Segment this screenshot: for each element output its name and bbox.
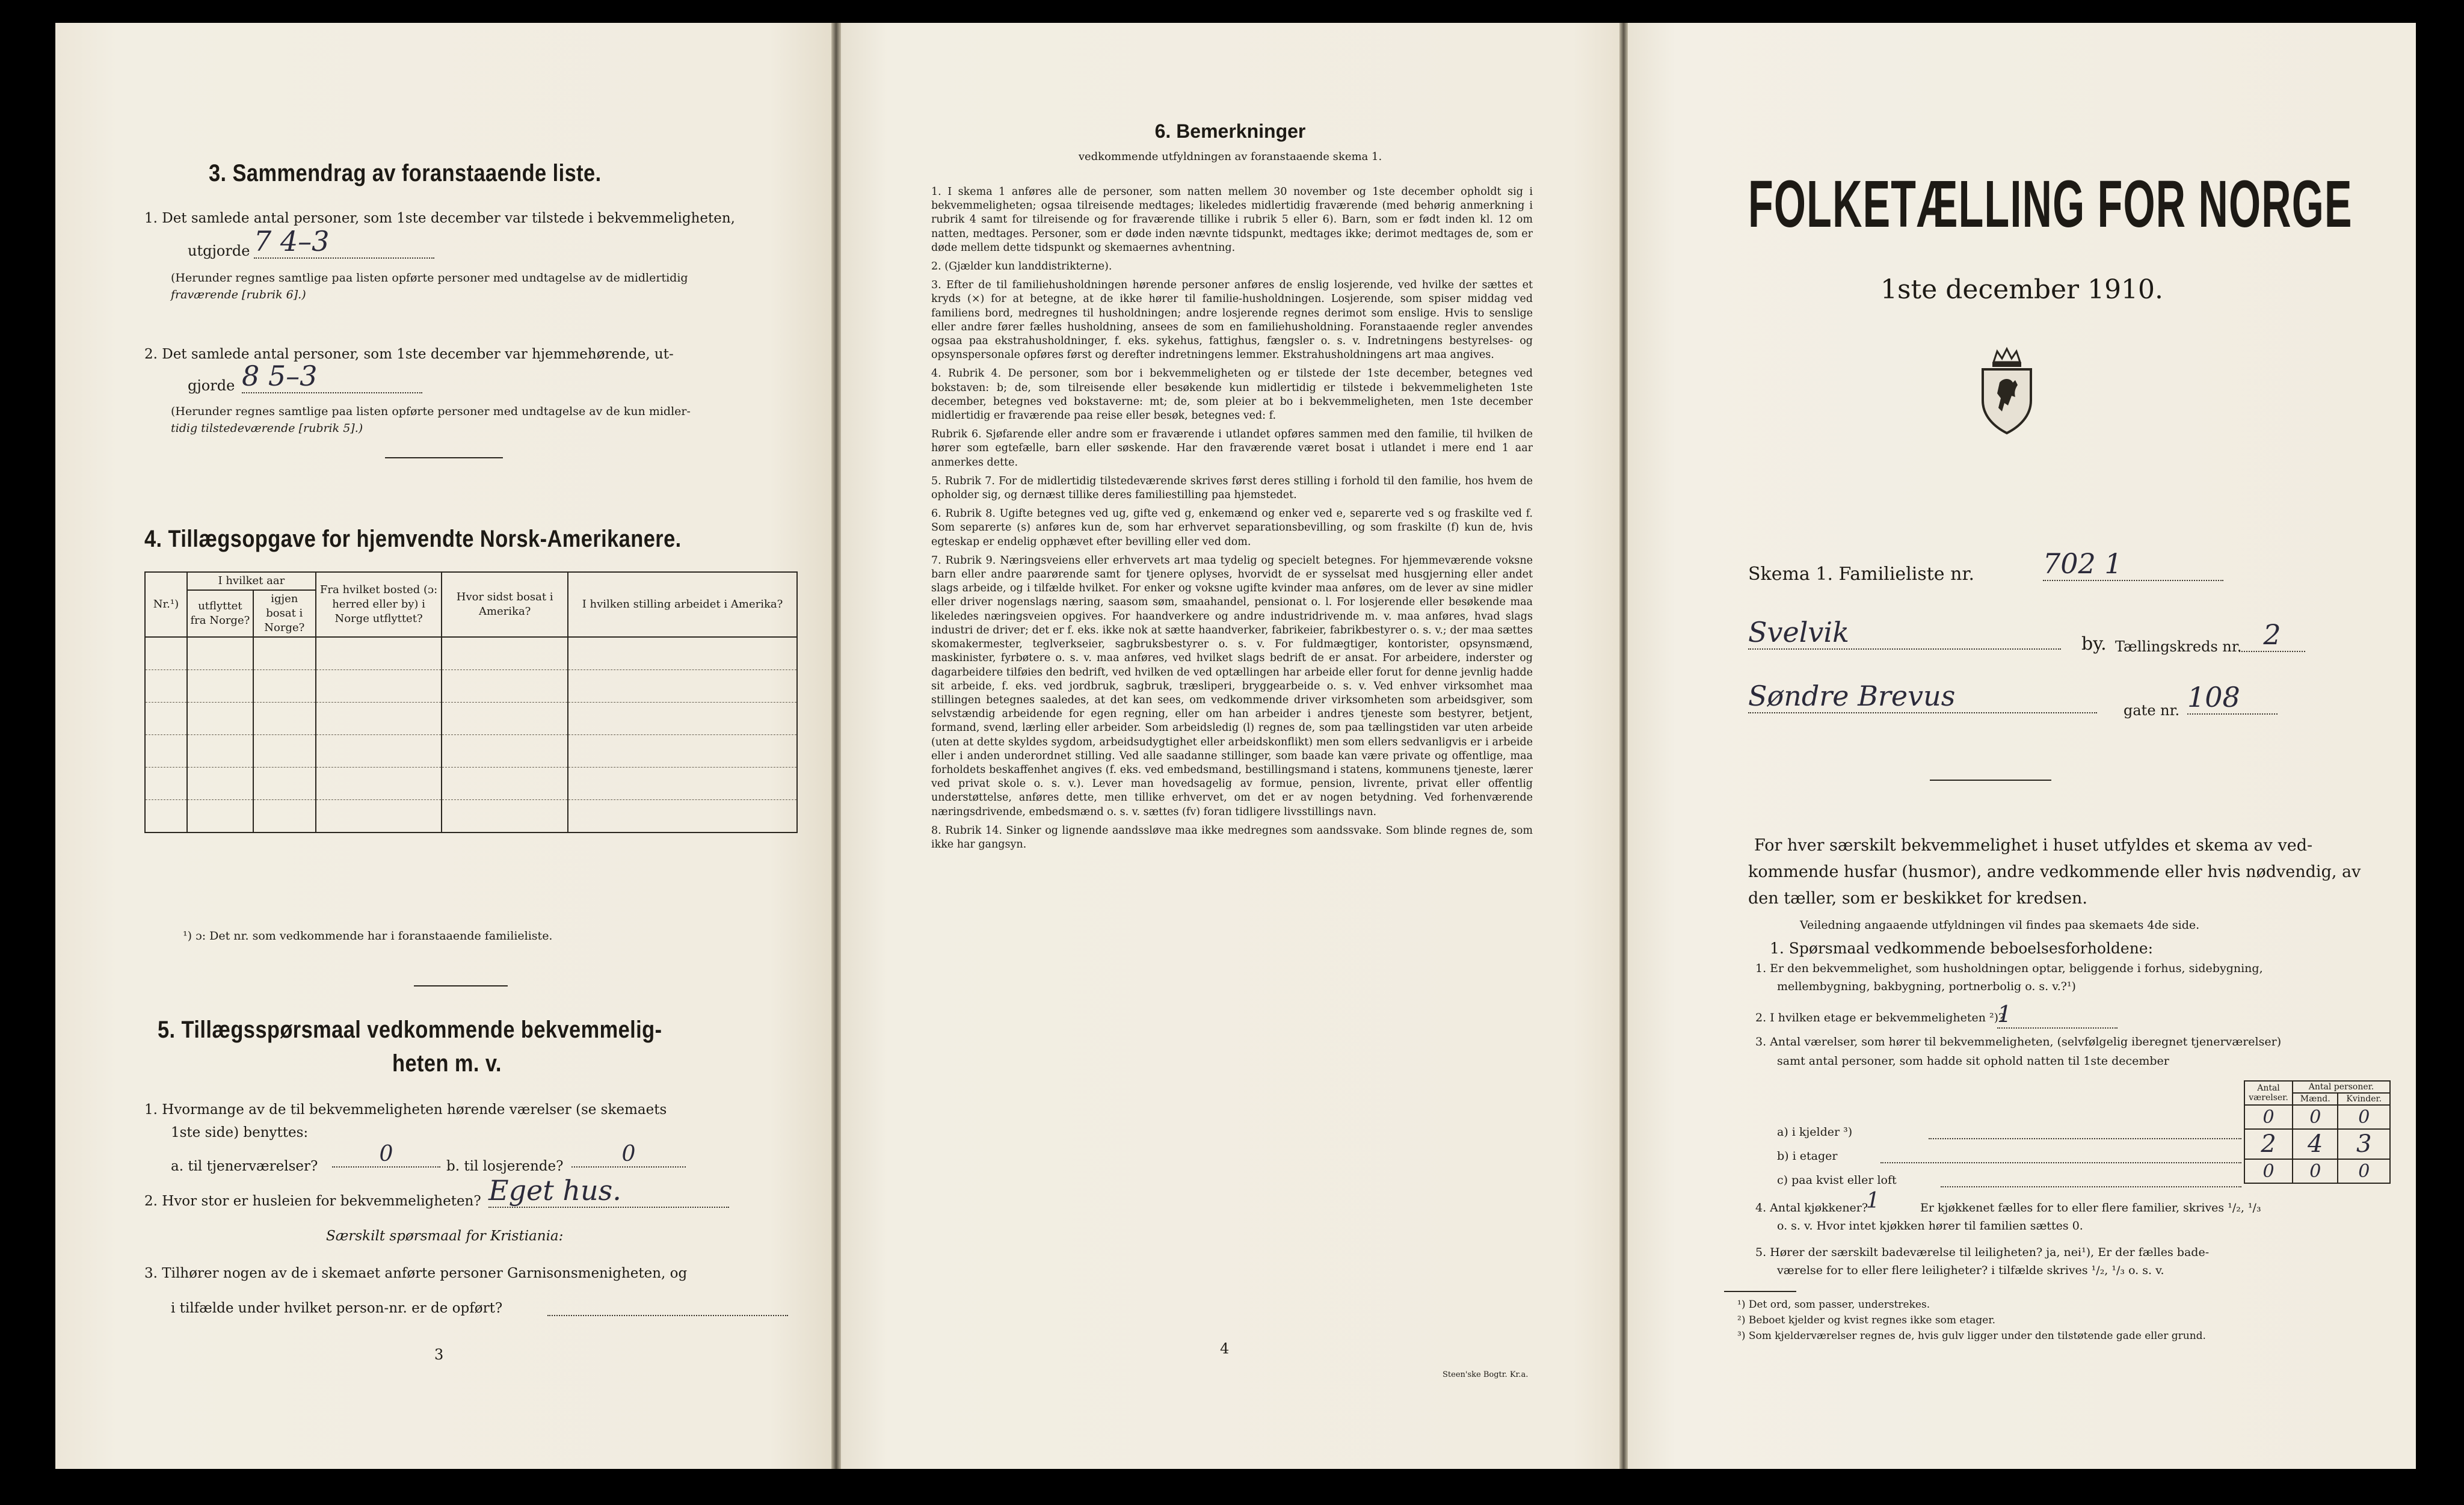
sec5-kristiania-note: Særskilt spørsmaal for Kristiania: bbox=[326, 1228, 564, 1244]
remark-paragraph: 7. Rubrik 9. Næringsveiens eller erhvervets art maa tydelig og specielt betegnes. For hjemmeværende voksne barn eller andre paarørende samt for tjenere oplyses, hvorvidt de er sysselsat med husgjerning eller andet slags arbeide, og i tilfælde hvilket. For enker og voksne ugifte kvinder maa anføres, om de lever av sine midler eller driver nogenslags næring, saasom søm, smaahandel, pensionat o. l. For losjerende eller besøkende maa likeledes næringsveien opgives. For haandverkere og andre industridrivende m. v. maa anføres, hvad slags industri de driver; det er f. eks. ikke nok at sætte haandverker, fabrikeier, fabrikbestyrer o. s. v.; der maa sættes skomakermester, teglverkseier, sagbruksbestyrer o. s. v. For fuldmægtiger, kontorister, opsynsmænd, maskinister, fyrbøtere o. s. v. maa anføres, ved hvilket slags bedrift de er ansat. For arbeidere, inderster og dagarbeidere tilføies den bedrift, ved hvilken de ved optællingen har arbeide eller forut for denne jevnlig hadde sit arbeide, f. eks. ved jordbruk, sagbruk, træsliperi, bryggearbeide o. s. v. Ved enhver virksomhet maa stillingen betegnes saaledes, at det kan sees, om vedkommende driver virksomheten som arbeidsgiver, som selvstændig arbeidende for egen regning, eller om han arbeider i andres tjeneste som bestyrer, betjent, formand, svend, lærling eller arbeider. Som arbeidsledig (l) regnes de, som paa tællingstiden var uten arbeide (uten at dette skyldes sygdom, arbeidsudygtighet eller arbeidskonflikt) men som ellers sedvanligvis er i arbeide eller i anden underordnet stilling. Ved alle saadanne stillinger, som baade kan være private og offentlige, maa forholdets beskaffenhet angives (f. eks. ved embedsmand, bestillingsmand i statens, kommunens tjeneste, lærer ved privat skole o. s. v.). Lever man hovedsagelig av formue, pension, livrente, privat eller offentlig understøttelse, anføres dette, men tillike erhvervet, om det er av nogen betydning. Ved forhenværende næringsdrivende, embedsmænd o. s. v. sættes (fv) foran tidligere livsstillings navn. bbox=[931, 554, 1533, 818]
q5-line2: værelse for to eller flere leiligheter? i tilfælde skrives ¹/₂, ¹/₃ o. s. v. bbox=[1777, 1264, 2164, 1277]
table-row bbox=[2244, 1159, 2390, 1183]
count-row-label: c) paa kvist eller loft bbox=[1777, 1174, 1897, 1187]
intro-line3: den tæller, som er beskikket for kredsen. bbox=[1748, 889, 2087, 908]
section-4-title: 4. Tillægsopgave for hjemvendte Norsk-Amerikanere. bbox=[144, 526, 682, 552]
cell-maend: 0 bbox=[2293, 1159, 2338, 1183]
leader-dots bbox=[1880, 1162, 2241, 1163]
kreds-label: Tællingskreds nr. bbox=[2115, 638, 2242, 655]
sec3-q2-handwritten: 8 5–3 bbox=[242, 360, 422, 393]
count-row-label: a) i kjelder ³) bbox=[1777, 1125, 1853, 1139]
gate-handwritten: Søndre Brevus bbox=[1748, 680, 2097, 713]
page-fold bbox=[831, 23, 841, 1469]
coat-of-arms-icon bbox=[1973, 345, 2040, 435]
cell-vaerelser: 0 bbox=[2244, 1159, 2293, 1183]
remark-paragraph: 3. Efter de til familiehusholdningen hørende personer anføres de enslig losjerende, ved hvilke der sættes et kryds (×) for at betegne, at de ikke hører til familie-husholdningen. Losjerende, som spiser middag ved familiens bord, medregnes til husholdningen; andre losjerende regnes derimot som enslige. Hvis to senslige eller andre fører fælles husholdning, ansees de som en familiehusholdning. Foranstaaende regler anvendes ogsaa paa ekstrahusholdninger, f. eks. sykehus, fattighus, fængsler o. s. v. Indretningens bestyrelses- og opsynspersonale opføres først og derefter indretningens lemmer. Ekstrahusholdningens art maa angives. bbox=[931, 279, 1533, 362]
section-3-title: 3. Sammendrag av foranstaaende liste. bbox=[209, 160, 602, 186]
q4-label: 4. Antal kjøkkener? bbox=[1755, 1201, 1868, 1214]
divider bbox=[1724, 1291, 1796, 1292]
intro-line1: For hver særskilt bekvemmelighet i huset utfyldes et skema av ved- bbox=[1754, 836, 2313, 855]
q1-line2: mellembygning, bakbygning, portnerbolig o. s. v.?¹) bbox=[1777, 980, 2076, 993]
census-title: FOLKETÆLLING FOR NORGE bbox=[1748, 167, 2353, 241]
col-maend: Mænd. bbox=[2293, 1093, 2338, 1105]
col-vaerelser: Antal værelser. bbox=[2244, 1081, 2293, 1105]
questions-heading: 1. Spørsmaal vedkommende beboelsesforholdene: bbox=[1770, 940, 2154, 957]
cell-kvinder: 0 bbox=[2338, 1159, 2390, 1183]
sec3-q1-note2: fraværende [rubrik 6].) bbox=[171, 288, 306, 301]
count-row-label: b) i etager bbox=[1777, 1150, 1838, 1163]
remark-paragraph: 1. I skema 1 anføres alle de personer, som natten mellem 30 november og 1ste december opholdt sig i bekvemmeligheten; ogsaa tilreisende medtages; likeledes midlertidig fraværende (med behørig anmerkning i rubrik 4 samt for tilreisende og for fraværende tillike i rubrik 5 eller 6). Barn, som er født inden kl. 12 om natten, medtages. Personer, som er døde inden nævnte tidspunkt, medtages ikke; derimot medtages de, som er døde mellem dette tidspunkt og skemaernes avhentning. bbox=[931, 186, 1533, 254]
skema-label: Skema 1. Familieliste nr. bbox=[1748, 564, 1974, 585]
sec3-q1-handwritten: 7 4–3 bbox=[254, 225, 434, 259]
cell-kvinder: 3 bbox=[2338, 1129, 2390, 1159]
sec5-q1-a-label: a. til tjenerværelser? bbox=[171, 1159, 318, 1174]
leader-dots bbox=[1941, 1186, 2241, 1187]
cell-vaerelser: 2 bbox=[2244, 1129, 2293, 1159]
census-page-4 bbox=[841, 23, 1619, 1469]
census-cover-page bbox=[1628, 23, 2416, 1469]
cell-maend: 0 bbox=[2293, 1105, 2338, 1129]
page-fold bbox=[1619, 23, 1628, 1469]
q3-line1: 3. Antal værelser, som hører til bekvemmeligheten, (selvfølgelig iberegnet tjenerværelser) bbox=[1755, 1035, 2282, 1048]
table-row bbox=[145, 637, 797, 670]
q2-handwritten: 1 bbox=[1997, 1001, 2118, 1029]
col-nr: Nr.¹) bbox=[145, 572, 187, 637]
remark-paragraph: 4. Rubrik 4. De personer, som bor i bekvemmeligheten og er tilstede der 1ste december, betegnes ved bokstaven: b; de, som tilreisende eller besøkende kun midlertidig er tilstede i bekvemmeligheten 1ste december, betegnes ved bokstaverne: mt; de, som pleier at bo i bekvemmeligheten, men 1ste december midlertidig er fraværende paa reise eller besøk, betegnes ved: f. bbox=[931, 368, 1533, 422]
sec3-q2-note2: tidig tilstedeværende [rubrik 5].) bbox=[171, 422, 363, 435]
by-label: by. bbox=[2081, 633, 2107, 654]
gate-label: gate nr. bbox=[2124, 702, 2180, 719]
sec5-q3-line2: i tilfælde under hvilket person-nr. er de opført? bbox=[171, 1300, 503, 1316]
table-row bbox=[145, 800, 797, 833]
col-fra: Fra hvilket bosted (ɔ: herred eller by) i Norge utflyttet? bbox=[316, 572, 442, 637]
cell-vaerelser: 0 bbox=[2244, 1105, 2293, 1129]
table-row bbox=[2244, 1105, 2390, 1129]
q3-line2: samt antal personer, som hadde sit ophold natten til 1ste december bbox=[1777, 1054, 2169, 1068]
col-kvinder: Kvinder. bbox=[2338, 1093, 2390, 1105]
page-number: 3 bbox=[434, 1346, 444, 1363]
sec5-q1-line2: 1ste side) benyttes: bbox=[171, 1125, 309, 1140]
sec5-q1-a-handwritten: 0 bbox=[332, 1142, 440, 1168]
table-row bbox=[145, 768, 797, 800]
intro-line4: Veiledning angaaende utfyldningen vil findes paa skemaets 4de side. bbox=[1800, 919, 2200, 932]
kreds-handwritten: 2 bbox=[2239, 618, 2305, 652]
q1-line1: 1. Er den bekvemmelighet, som husholdningen optar, beliggende i forhus, sidebygning, bbox=[1755, 962, 2263, 975]
remark-paragraph: 2. (Gjælder kun landdistrikterne). bbox=[931, 260, 1112, 273]
col-stilling: I hvilken stilling arbeidet i Amerika? bbox=[568, 572, 797, 637]
remark-paragraph: 5. Rubrik 7. For de midlertidig tilstedeværende skrives først deres stilling i forhold til den familie, hos hvem de opholder sig, og dernæst tillike deres familiestilling paa hjemstedet. bbox=[931, 475, 1533, 502]
table-row bbox=[145, 670, 797, 703]
col-igjen: igjen bosat i Norge? bbox=[253, 590, 316, 637]
q2-label: 2. I hvilken etage er bekvemmeligheten ²)? bbox=[1755, 1011, 2005, 1024]
sec5-q3-line1: 3. Tilhører nogen av de i skemaet anførte personer Garnisonsmenigheten, og bbox=[144, 1266, 688, 1281]
gate-nr-handwritten: 108 bbox=[2187, 681, 2278, 715]
table-row bbox=[2244, 1129, 2390, 1159]
remark-paragraph: 6. Rubrik 8. Ugifte betegnes ved ug, gifte ved g, enkemænd og enker ved e, separerte ved s og fraskilte ved f. Som separerte (s) anføres kun de, som har erhvervet separationsbevilling, og som fraskilte (f) kun de, hvis egteskap er endelig opphævet efter bevilling eller ved dom. bbox=[931, 508, 1533, 548]
footnote: ¹) Det ord, som passer, understrekes. bbox=[1737, 1299, 1930, 1311]
remarks-body bbox=[931, 185, 1533, 857]
divider bbox=[1930, 780, 2051, 781]
section-5-title-line1: 5. Tillægsspørsmaal vedkommende bekvemmelig- bbox=[158, 1017, 662, 1043]
remarks-subtitle: vedkommende utfyldningen av foranstaaende skema 1. bbox=[1078, 150, 1382, 163]
printer-imprint: Steen'ske Bogtr. Kr.a. bbox=[1443, 1370, 1529, 1379]
sec5-q1-line1: 1. Hvormange av de til bekvemmeligheten hørende værelser (se skemaets bbox=[144, 1102, 667, 1118]
sec3-q2-line1: 2. Det samlede antal personer, som 1ste december var hjemmehørende, ut- bbox=[144, 346, 674, 362]
table-row bbox=[145, 735, 797, 768]
cell-kvinder: 0 bbox=[2338, 1105, 2390, 1129]
intro-line2: kommende husfar (husmor), andre vedkommende eller hvis nødvendig, av bbox=[1748, 863, 2361, 881]
q4-line2: o. s. v. Hvor intet kjøkken hører til familien sættes 0. bbox=[1777, 1219, 2083, 1233]
footnote: ³) Som kjelderværelser regnes de, hvis gulv ligger under den tilstøtende gade eller grund. bbox=[1737, 1330, 2206, 1342]
counts-table bbox=[2244, 1080, 2391, 1184]
skema-nr-handwritten: 702 1 bbox=[2043, 547, 2223, 581]
divider bbox=[414, 985, 508, 986]
q4-rest: Er kjøkkenet fælles for to eller flere familier, skrives ¹/₂, ¹/₃ bbox=[1920, 1201, 2261, 1214]
q5-line1: 5. Hører der særskilt badeværelse til leiligheten? ja, nei¹), Er der fælles bade- bbox=[1755, 1246, 2210, 1259]
page-number: 4 bbox=[1220, 1340, 1230, 1357]
col-aar: I hvilket aar bbox=[187, 572, 316, 590]
cell-maend: 4 bbox=[2293, 1129, 2338, 1159]
sec3-q1-line1: 1. Det samlede antal personer, som 1ste december var tilstede i bekvemmeligheten, bbox=[144, 211, 735, 226]
norsk-amerikanere-table bbox=[144, 571, 798, 833]
by-handwritten: Svelvik bbox=[1748, 616, 2061, 650]
sec3-q2-gjorde: gjorde bbox=[188, 377, 235, 394]
section-5-title-line2: heten m. v. bbox=[392, 1050, 502, 1077]
remark-paragraph: Rubrik 6. Sjøfarende eller andre som er fraværende i utlandet opføres sammen med den familie, til hvilken de hører som egtefælle, barn eller søskende. Har den fraværende været bosat i utlandet i mere end 1 aar anmerkes dette. bbox=[931, 428, 1533, 469]
sec5-q3-answer-line bbox=[547, 1315, 788, 1316]
col-personer: Antal personer. bbox=[2293, 1081, 2390, 1093]
divider bbox=[385, 457, 503, 458]
census-date: 1ste december 1910. bbox=[1880, 274, 2164, 305]
sec5-q1-b-handwritten: 0 bbox=[571, 1142, 686, 1168]
sec5-q2-label: 2. Hvor stor er husleien for bekvemmeligheten? bbox=[144, 1193, 481, 1209]
sec5-q1-b-label: b. til losjerende? bbox=[446, 1159, 564, 1174]
sec5-q2-handwritten: Eget hus. bbox=[488, 1174, 729, 1208]
table-row bbox=[145, 703, 797, 735]
census-page-3 bbox=[55, 23, 831, 1469]
sec3-q1-utgjorde: utgjorde bbox=[188, 242, 250, 259]
col-hvor: Hvor sidst bosat i Amerika? bbox=[442, 572, 568, 637]
sec3-q2-note1: (Herunder regnes samtlige paa listen opførte personer med undtagelse av de kun midler- bbox=[171, 405, 691, 418]
remark-paragraph: 8. Rubrik 14. Sinker og lignende aandssløve maa ikke medregnes som aandssvake. Som blinde regnes de, som ikke har gangsyn. bbox=[931, 824, 1533, 851]
q4-handwritten: 1 bbox=[1866, 1189, 1880, 1213]
remarks-title: 6. Bemerkninger bbox=[1154, 120, 1306, 142]
sec3-q1-note1: (Herunder regnes samtlige paa listen opførte personer med undtagelse av de midlertidig bbox=[171, 271, 688, 285]
col-utflyttet: utflyttet fra Norge? bbox=[187, 590, 253, 637]
sec4-footnote: ¹) ɔ: Det nr. som vedkommende har i foranstaaende familieliste. bbox=[183, 929, 553, 943]
footnote: ²) Beboet kjelder og kvist regnes ikke som etager. bbox=[1737, 1314, 1996, 1326]
leader-dots bbox=[1929, 1138, 2241, 1139]
